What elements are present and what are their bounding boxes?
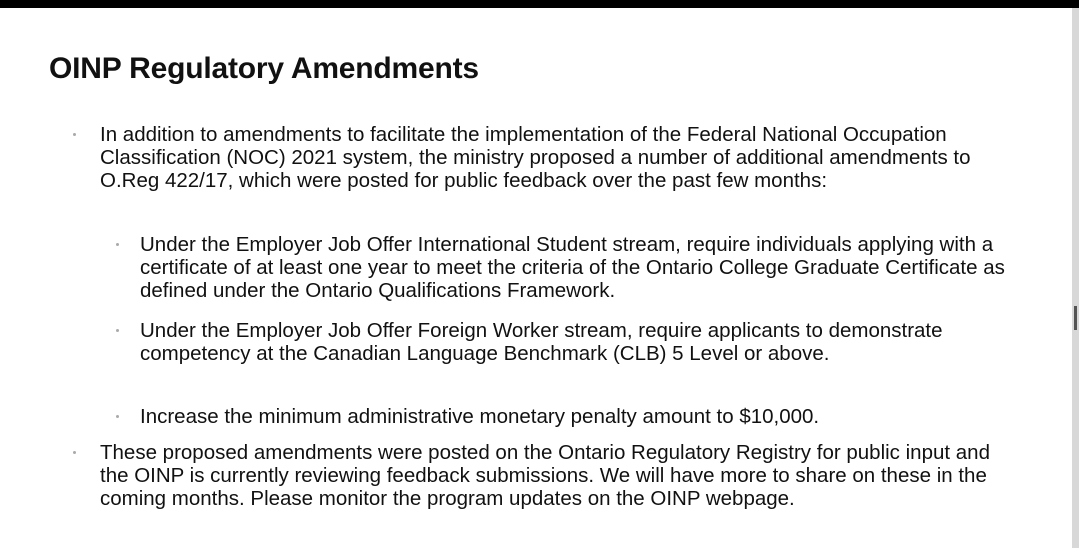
bullet-dot-icon (116, 329, 119, 332)
scrollbar-thumb[interactable] (1074, 306, 1077, 330)
slide-title: OINP Regulatory Amendments (49, 52, 479, 85)
sub-bullet-text: Increase the minimum administrative monetary penalty amount to $10,000. (140, 405, 820, 428)
bullet-item (100, 441, 1000, 510)
scrollbar[interactable] (1072, 8, 1079, 548)
sub-bullet-item (140, 319, 1020, 365)
bullet-dot-icon (116, 415, 119, 418)
bullet-text: In addition to amendments to facilitate the implementation of the Federal National Occupation Classification (NOC) 2021 system, the ministry proposed a number of additional amendments to O.Reg 422/17, which were posted for public feedback over the past few months: (100, 123, 971, 192)
sub-bullet-item (140, 405, 1020, 428)
sub-bullet-text: Under the Employer Job Offer International Student stream, require individuals applying with a certificate of at least one year to meet the criteria of the Ontario College Graduate Certificate as defined under the Ontario Qualifications Framework. (140, 233, 1005, 302)
slide (0, 8, 1072, 548)
bullet-item (100, 123, 1000, 192)
sub-bullet-text: Under the Employer Job Offer Foreign Worker stream, require applicants to demonstrate competency at the Canadian Language Benchmark (CLB) 5 Level or above. (140, 319, 943, 365)
bullet-dot-icon (116, 243, 119, 246)
bullet-dot-icon (73, 133, 76, 136)
bullet-text: These proposed amendments were posted on the Ontario Regulatory Registry for public input and the OINP is currently reviewing feedback submissions. We will have more to share on these in the coming months. Please monitor the program updates on the OINP webpage. (100, 441, 990, 510)
sub-bullet-item (140, 233, 1020, 302)
bullet-dot-icon (73, 451, 76, 454)
